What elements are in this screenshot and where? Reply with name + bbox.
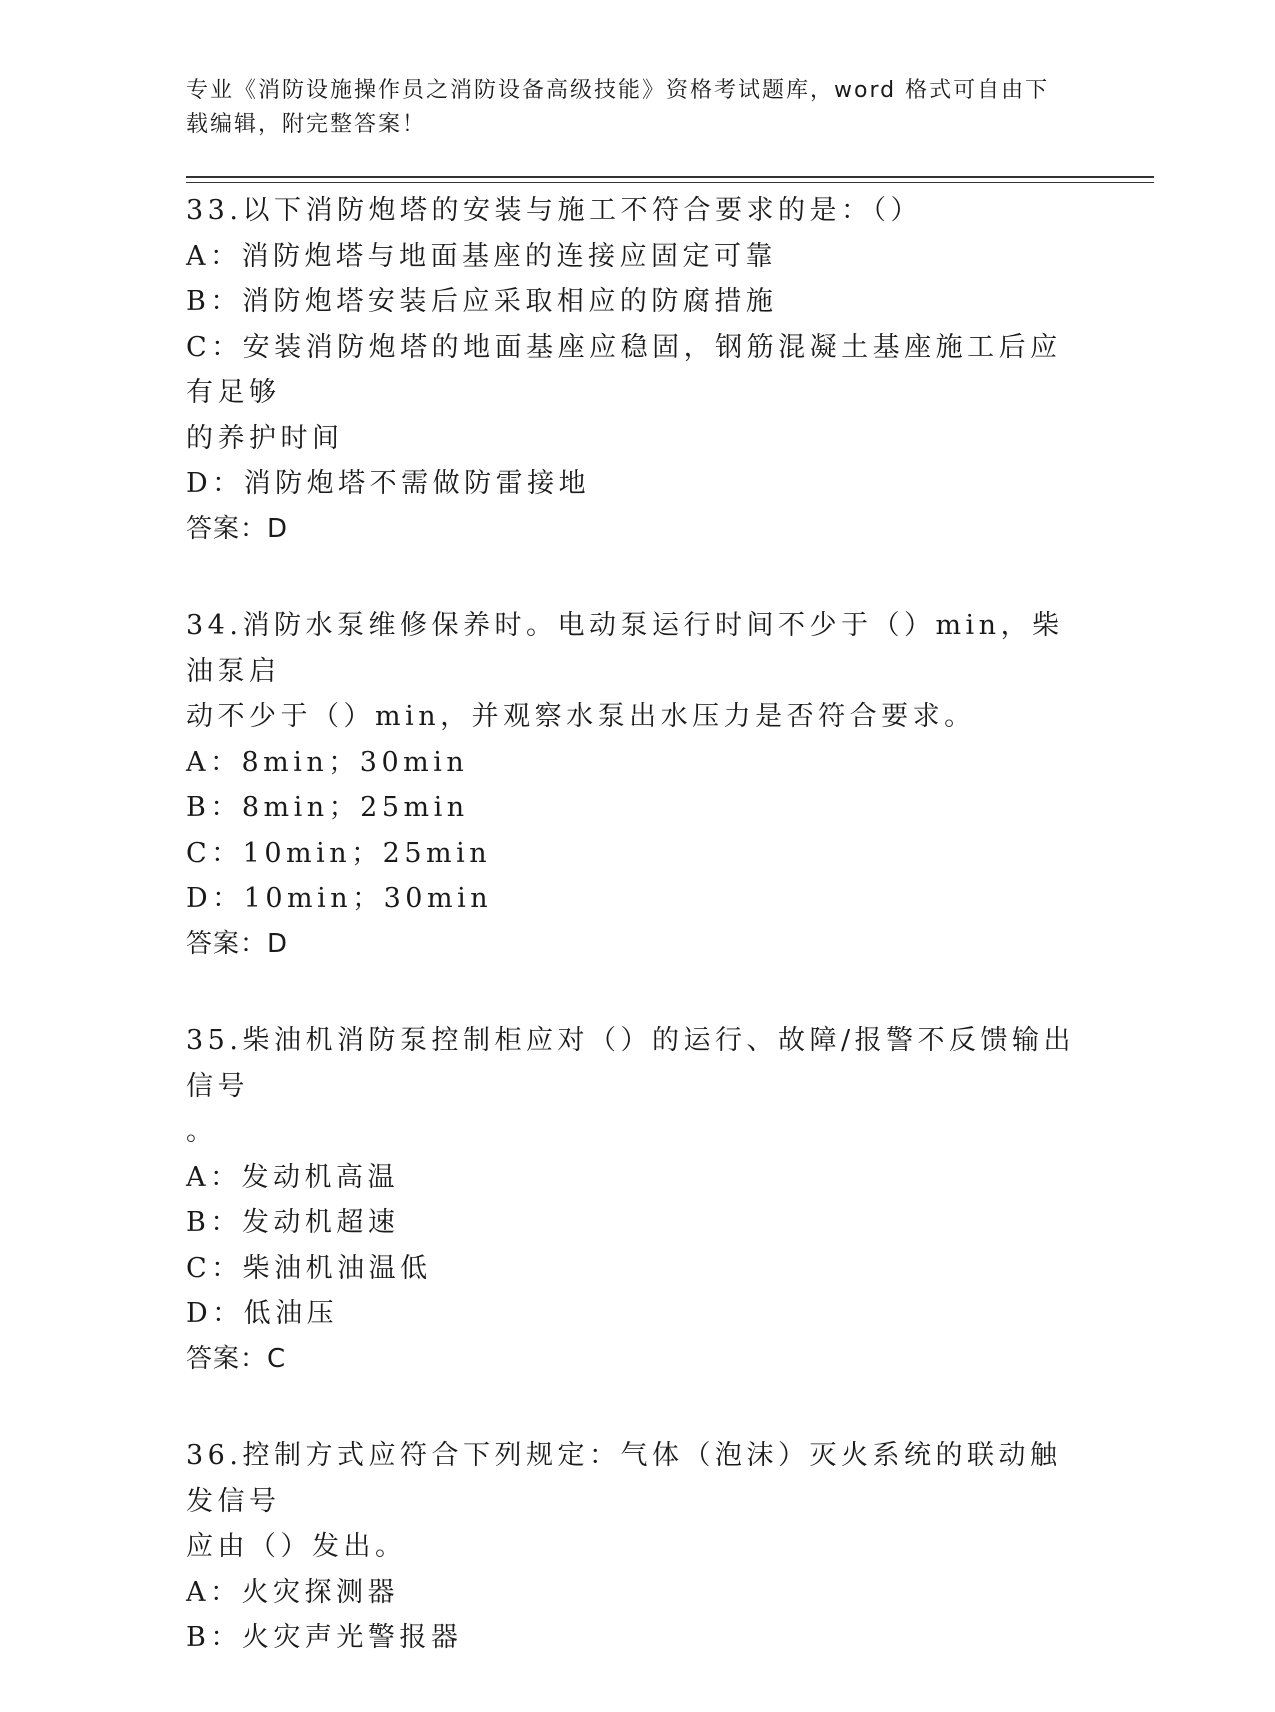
question-list	[186, 188, 1076, 1712]
question-stem-line: 34.消防水泵维修保养时。电动泵运行时间不少于（）min，柴油泵启	[186, 610, 1064, 687]
question-stem-line: 35.柴油机消防泵控制柜应对（）的运行、故障/报警不反馈输出信号	[186, 1025, 1076, 1102]
question-stem-line: 。	[186, 1116, 218, 1147]
question-item	[186, 188, 1076, 552]
option-line: 的养护时间	[186, 422, 344, 454]
option-line: A：发动机高温	[186, 1161, 399, 1193]
option-line: B：火灾声光警报器	[186, 1622, 463, 1653]
question-stem-line: 36.控制方式应符合下列规定：气体（泡沫）灭火系统的联动触发信号	[186, 1440, 1062, 1517]
question-stem-line: 33.以下消防炮塔的安装与施工不符合要求的是：（）	[186, 195, 922, 226]
header-line-2: 载编辑，附完整答案！	[186, 112, 427, 137]
question-item	[186, 1433, 1076, 1661]
option-line: C：柴油机油温低	[186, 1252, 432, 1284]
option-line: C：安装消防炮塔的地面基座应稳固，钢筋混凝土基座施工后应有足够	[186, 331, 1062, 408]
header-divider-thin	[186, 182, 1154, 183]
question-item	[186, 1018, 1076, 1382]
question-item	[186, 603, 1076, 967]
option-line: C：10min；25min	[186, 837, 492, 869]
option-line: B：消防炮塔安装后应采取相应的防腐措施	[186, 286, 778, 317]
answer-line: 答案：D	[186, 513, 289, 544]
option-line: B：发动机超速	[186, 1207, 400, 1238]
answer-line: 答案：C	[186, 1343, 287, 1374]
option-line: A：8min；30min	[186, 746, 469, 778]
option-line: D：低油压	[186, 1298, 339, 1329]
question-stem-line: 应由（）发出。	[186, 1531, 407, 1562]
option-line: D：消防炮塔不需做防雷接地	[186, 468, 591, 499]
header-line-1: 专业《消防设施操作员之消防设备高级技能》资格考试题库，word 格式可自由下	[186, 78, 1050, 103]
option-line: D：10min；30min	[186, 883, 493, 914]
option-line: A：火灾探测器	[186, 1576, 399, 1608]
option-line: A：消防炮塔与地面基座的连接应固定可靠	[186, 240, 777, 272]
answer-line: 答案：D	[186, 928, 289, 959]
question-stem-line: 动不少于（）min，并观察水泵出水压力是否符合要求。	[186, 701, 976, 732]
header-divider-thick	[186, 176, 1154, 178]
option-line: B：8min；25min	[186, 792, 469, 823]
document-header	[186, 74, 1076, 142]
